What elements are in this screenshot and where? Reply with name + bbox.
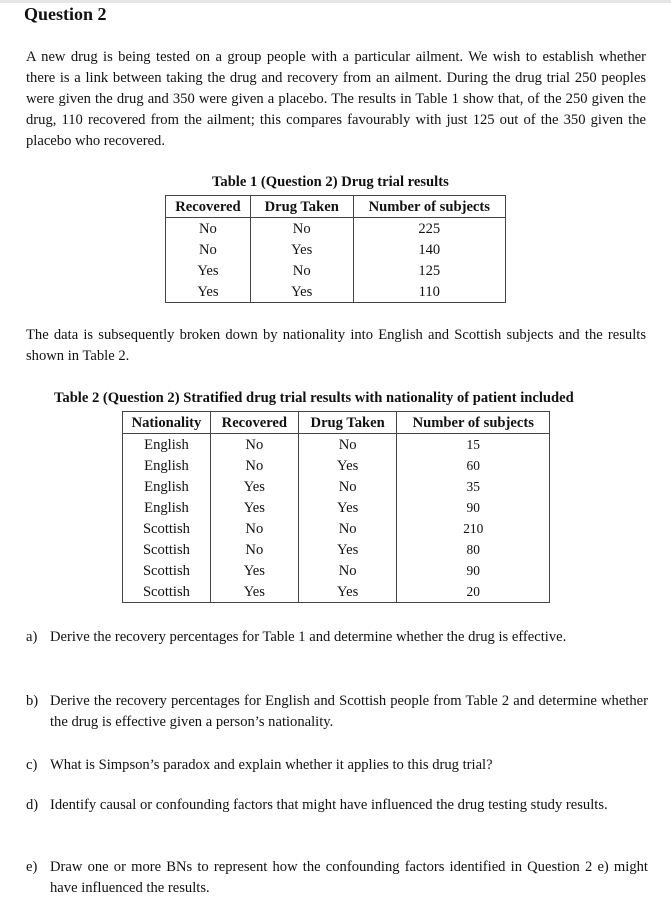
table-cell: 90: [397, 497, 550, 518]
table-cell: Yes: [210, 560, 298, 581]
table-cell: Yes: [210, 497, 298, 518]
table1-header: Number of subjects: [353, 196, 505, 218]
table1-caption: Table 1 (Question 2) Drug trial results: [212, 174, 449, 190]
table-cell: Yes: [298, 455, 397, 476]
table-cell: English: [123, 434, 211, 456]
question-item-e: [26, 857, 648, 899]
question-label: e): [26, 859, 38, 875]
table2-header-row: [123, 412, 550, 434]
question-text: What is Simpson’s paradox and explain whether it applies to this drug trial?: [50, 757, 493, 773]
table1: [165, 195, 506, 303]
table-cell: No: [210, 455, 298, 476]
question-label: c): [26, 757, 38, 773]
table2-header: Number of subjects: [397, 412, 550, 434]
question-label: b): [26, 693, 39, 709]
table2-header: Recovered: [210, 412, 298, 434]
table-cell: Scottish: [123, 581, 211, 603]
table-cell: English: [123, 476, 211, 497]
table-cell: Yes: [166, 260, 251, 281]
table-cell: 110: [353, 281, 505, 303]
table-row: [123, 455, 550, 476]
top-divider: [0, 0, 671, 3]
table-row: [166, 218, 506, 240]
table-cell: Yes: [250, 239, 353, 260]
table-cell: Yes: [250, 281, 353, 303]
table2: [122, 411, 550, 603]
question-item-a: [26, 627, 648, 648]
question-item-b: [26, 691, 648, 733]
question-label: d): [26, 797, 39, 813]
table-row: [123, 518, 550, 539]
table-cell: No: [210, 434, 298, 456]
table-row: [123, 476, 550, 497]
table-cell: Yes: [166, 281, 251, 303]
table-cell: 125: [353, 260, 505, 281]
table-cell: No: [166, 218, 251, 240]
table-cell: 80: [397, 539, 550, 560]
table-cell: Scottish: [123, 560, 211, 581]
question-text: Identify causal or confounding factors that might have influenced the drug testing study results.: [50, 797, 608, 813]
table-cell: No: [298, 476, 397, 497]
table-cell: Yes: [298, 581, 397, 603]
table-cell: 225: [353, 218, 505, 240]
table-row: [123, 497, 550, 518]
question-text: Derive the recovery percentages for Table 1 and determine whether the drug is effective.: [50, 629, 567, 645]
table-cell: Yes: [298, 539, 397, 560]
question-text: Derive the recovery percentages for English and Scottish people from Table 2 and determine whether the drug is effective given a person’s nationality.: [50, 693, 648, 730]
table-cell: Yes: [210, 476, 298, 497]
table-cell: No: [298, 560, 397, 581]
table-cell: 35: [397, 476, 550, 497]
table-row: [123, 581, 550, 603]
table-cell: 140: [353, 239, 505, 260]
table-cell: 60: [397, 455, 550, 476]
question-item-d: [26, 795, 648, 816]
table-cell: No: [210, 518, 298, 539]
table-row: [123, 434, 550, 456]
table-cell: 90: [397, 560, 550, 581]
table1-header: Recovered: [166, 196, 251, 218]
question-heading: Question 2: [24, 4, 107, 24]
table-cell: Yes: [210, 581, 298, 603]
table1-header-row: [166, 196, 506, 218]
table-row: [166, 260, 506, 281]
table-cell: No: [250, 260, 353, 281]
table-row: [123, 539, 550, 560]
table-row: [166, 281, 506, 303]
table-cell: No: [250, 218, 353, 240]
table-row: [123, 560, 550, 581]
table-cell: 20: [397, 581, 550, 603]
intro-paragraph: A new drug is being tested on a group people with a particular ailment. We wish to establish whether there is a link between taking the drug and recovery from an ailment. During the drug trial 250 peoples were given the drug and 350 were given a placebo. The results in Table 1 show that, of the 250 given the drug, 110 recovered from the ailment; this compares favourably with just 125 out of the 350 given the placebo who recovered.: [26, 49, 646, 149]
question-text: Draw one or more BNs to represent how the confounding factors identified in Question 2 e) might have influenced the results.: [50, 859, 648, 896]
table-cell: English: [123, 497, 211, 518]
table-cell: Scottish: [123, 539, 211, 560]
table-cell: Scottish: [123, 518, 211, 539]
middle-paragraph: The data is subsequently broken down by nationality into English and Scottish subjects and the results shown in Table 2.: [26, 327, 646, 364]
table-cell: English: [123, 455, 211, 476]
table2-header: Nationality: [123, 412, 211, 434]
table2-caption: Table 2 (Question 2) Stratified drug trial results with nationality of patient included: [54, 390, 574, 406]
question-item-c: [26, 755, 648, 776]
table-cell: No: [298, 434, 397, 456]
table-cell: Yes: [298, 497, 397, 518]
table2-header: Drug Taken: [298, 412, 397, 434]
table-row: [166, 239, 506, 260]
table1-header: Drug Taken: [250, 196, 353, 218]
table-cell: 210: [397, 518, 550, 539]
table-cell: No: [166, 239, 251, 260]
table-cell: 15: [397, 434, 550, 456]
table-cell: No: [298, 518, 397, 539]
table-cell: No: [210, 539, 298, 560]
question-label: a): [26, 629, 38, 645]
